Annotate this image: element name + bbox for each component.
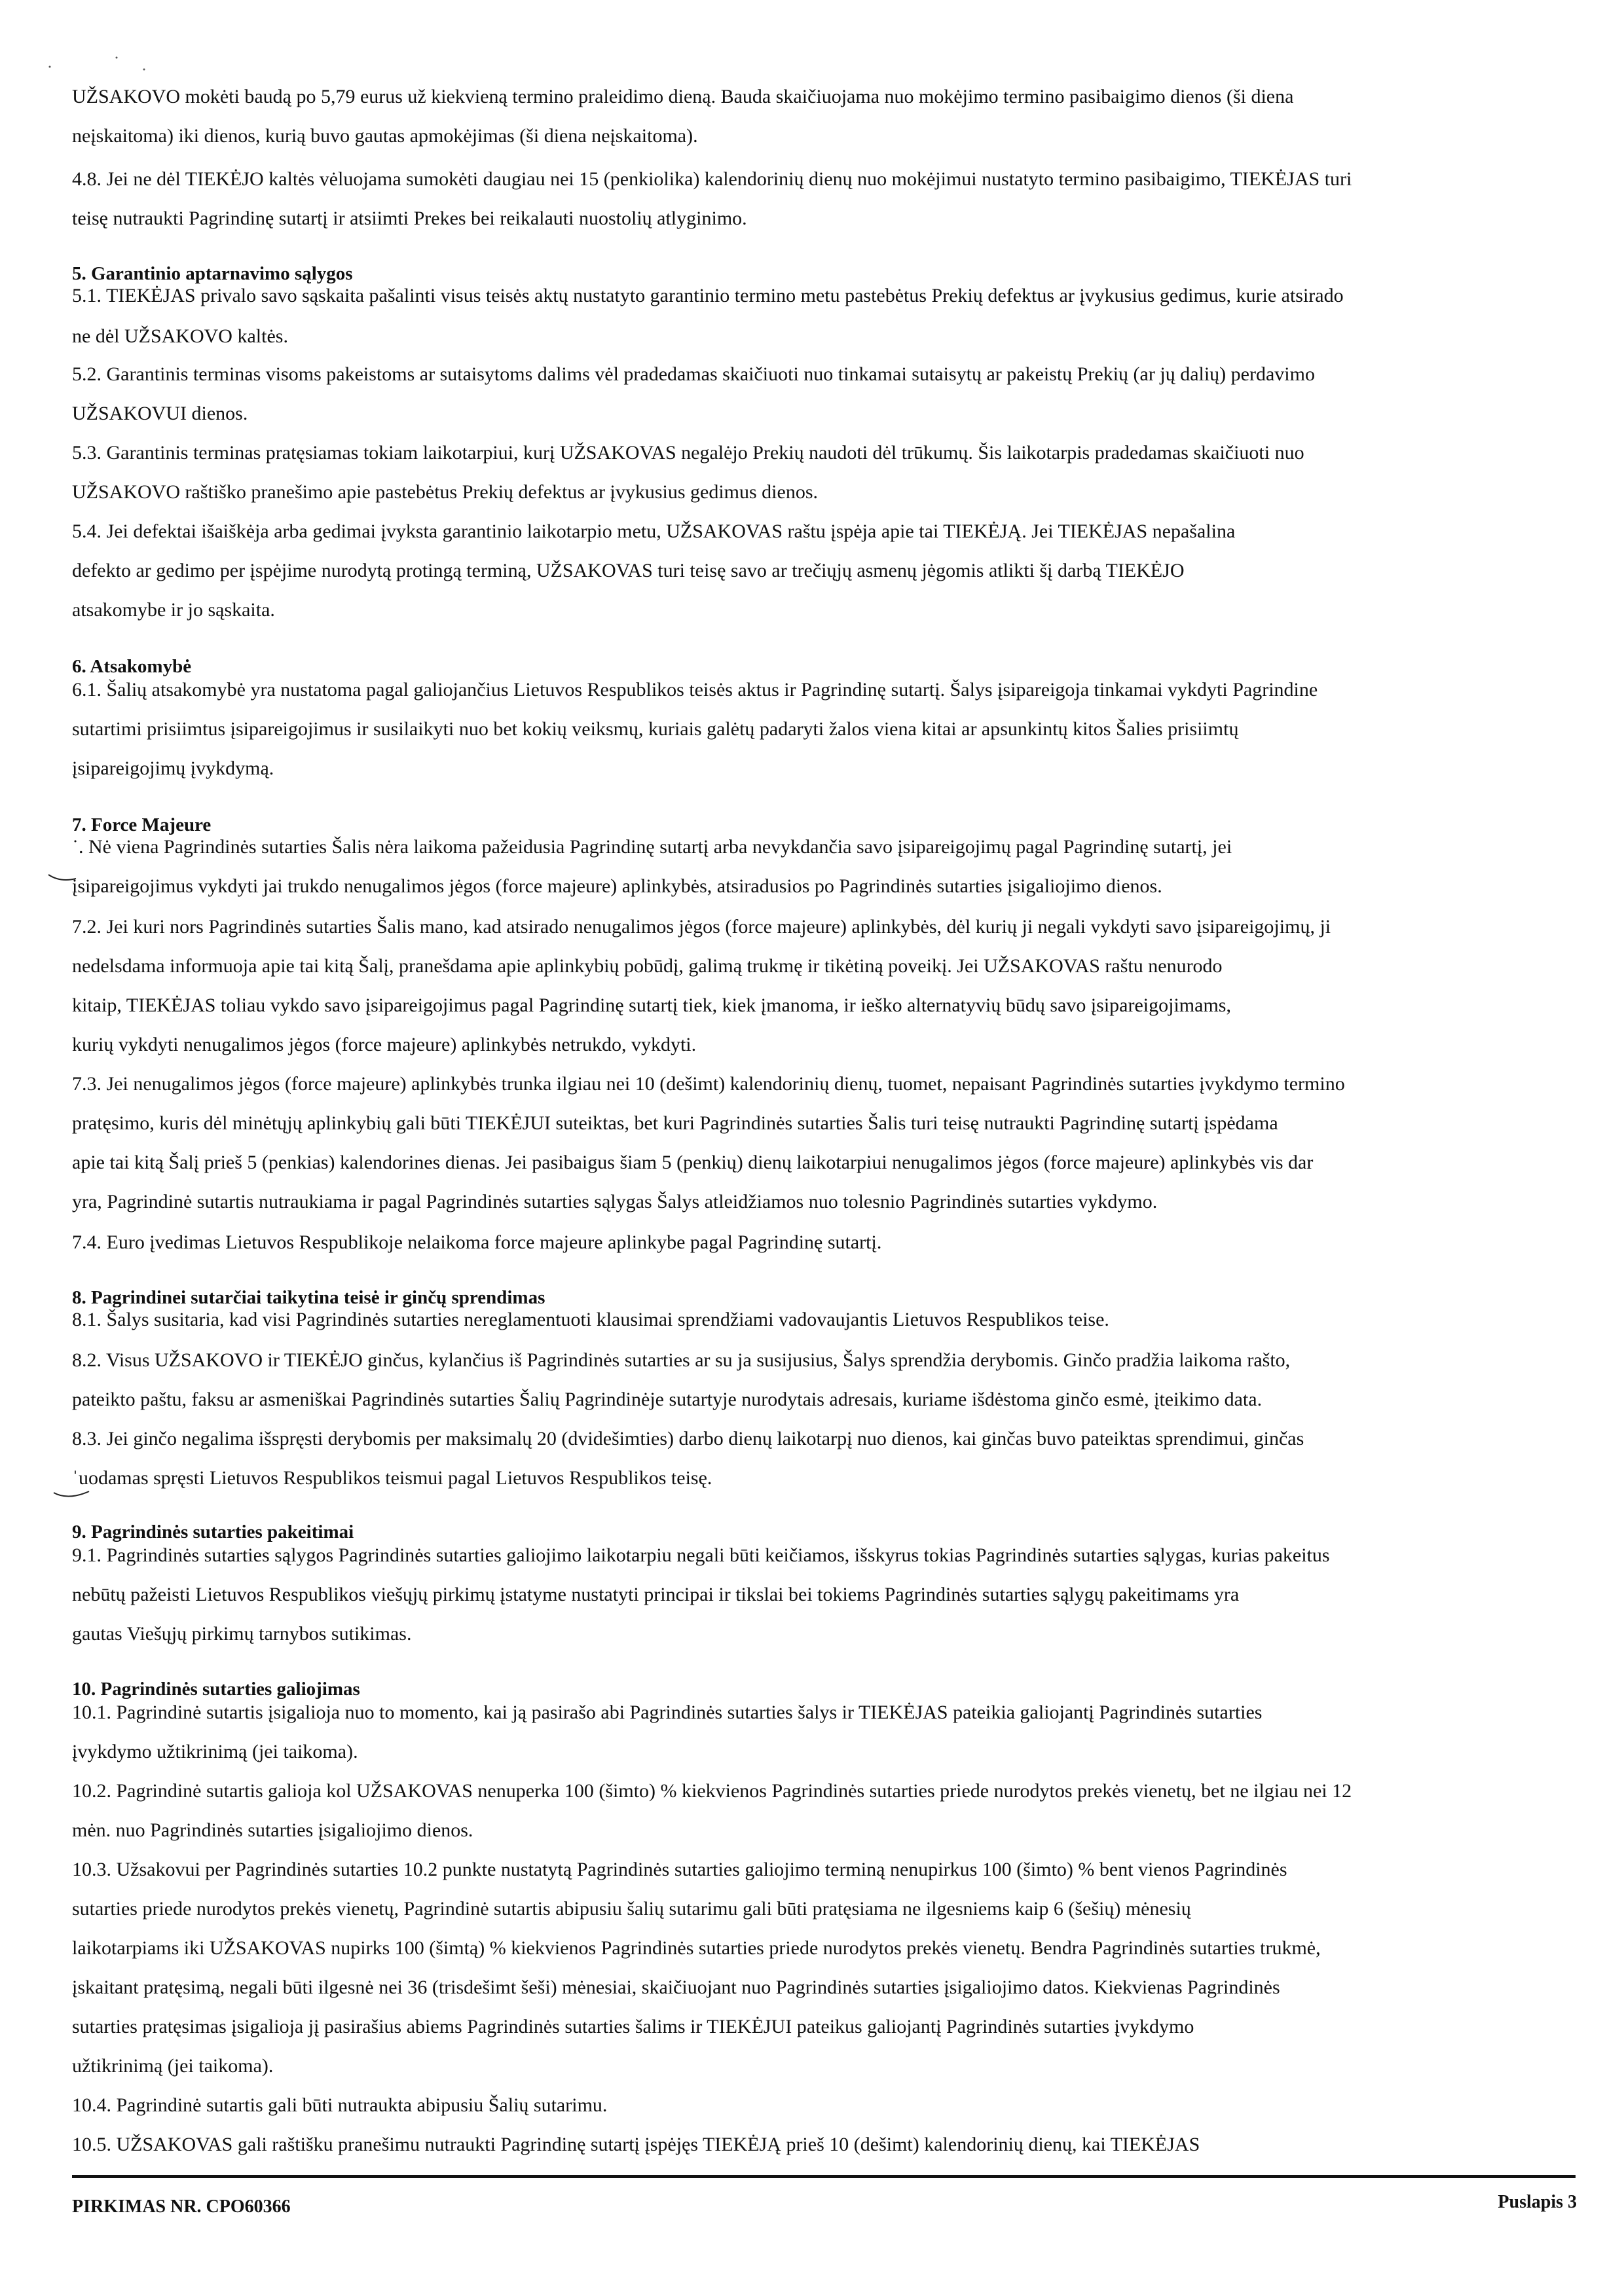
text-line: įsipareigojimų įvykdymą. [72,757,274,779]
section-heading: 5. Garantinio aptarnavimo sąlygos [72,263,353,284]
footer-page-number: Puslapis 3 [1498,2192,1577,2212]
text-line: nebūtų pažeisti Lietuvos Respublikos viešųjų pirkimų įstatyme nustatyti principai ir tikslai bei tokiems Pagrindinės sutarties sąlygų pakeitimams yra [72,1584,1240,1605]
text-line: užtikrinimą (jei taikoma). [72,2055,274,2077]
text-line: 7.3. Jei nenugalimos jėgos (force majeure) aplinkybės trunka ilgiau nei 10 (dešimt) kalendorinių dienų, tuomet, nepaisant Pagrindinės sutarties įvykdymo termino [72,1073,1345,1095]
text-line: teisę nutraukti Pagrindinę sutartį ir atsiimti Prekes bei reikalauti nuostolių atlyginimo. [72,208,747,229]
text-line: yra, Pagrindinė sutartis nutraukiama ir pagal Pagrindinės sutarties sąlygas Šalys atleidžiamos nuo tolesnio Pagrindinės sutarties vykdymo. [72,1191,1158,1212]
section-heading: 9. Pagrindinės sutarties pakeitimai [72,1522,354,1542]
text-line: 5.4. Jei defektai išaiškėja arba gedimai įvyksta garantinio laikotarpio metu, UŽSAKOVAS raštu įspėja apie tai TIEKĖJĄ. Jei TIEKĖJAS nepašalina [72,520,1236,542]
text-line: sutartimi prisiimtus įsipareigojimus ir susilaikyti nuo bet kokių veiksmų, kuriais galėtų padaryti žalos viena kitai ar apsunkintų kitos Šalies prisiimtų [72,718,1239,740]
text-line: ˈuodamas spręsti Lietuvos Respublikos teismui pagal Lietuvos Respublikos teisę. [72,1467,712,1489]
text-line: pateikto paštu, faksu ar asmeniškai Pagrindinės sutarties Šalių Pagrindinėje sutartyje nurodytais adresais, kuriame išdėstoma ginčo esmė, įteikimo data. [72,1389,1263,1410]
text-line: 7.4. Euro įvedimas Lietuvos Respublikoje nelaikoma force majeure aplinkybe pagal Pagrindinę sutartį. [72,1231,882,1253]
text-line: laikotarpiams iki UŽSAKOVAS nupirks 100 (šimtą) % kiekvienos Pagrindinės sutarties priede nurodytos prekės vienetų. Bendra Pagrindinės sutarties trukmė, [72,1937,1321,1959]
text-line: 6.1. Šalių atsakomybė yra nustatoma pagal galiojančius Lietuvos Respublikos teisės aktus ir Pagrindinę sutartį. Šalys įsipareigoja tinkamai vykdyti Pagrindine [72,679,1318,701]
text-line: UŽSAKOVO raštiško pranešimo apie pastebėtus Prekių defektus ar įvykusius gedimus dienos. [72,481,818,503]
text-line: defekto ar gedimo per įspėjime nurodytą protingą terminą, UŽSAKOVAS turi teisę savo ar trečiųjų asmenų jėgomis atlikti šį darbą TIEKĖJO [72,560,1185,581]
text-line: 10.4. Pagrindinė sutartis gali būti nutraukta abipusiu Šalių sutarimu. [72,2094,608,2116]
section-heading: 10. Pagrindinės sutarties galiojimas [72,1679,360,1700]
text-line: 5.3. Garantinis terminas pratęsiamas tokiam laikotarpiui, kurį UŽSAKOVAS negalėjo Prekių naudoti dėl trūkumų. Šis laikotarpis pradedamas skaičiuoti nuo [72,442,1304,464]
text-line: nedelsdama informuoja apie tai kitą Šalį, pranešdama apie aplinkybių pobūdį, galimą trukmę ir tikėtiną poveikį. Jei UŽSAKOVAS raštu nenurodo [72,955,1223,977]
text-line: 10.3. Užsakovui per Pagrindinės sutarties 10.2 punkte nustatytą Pagrindinės sutarties galiojimo terminą nenupirkus 100 (šimto) % bent vienos Pagrindinės [72,1859,1287,1880]
text-line: 9.1. Pagrindinės sutarties sąlygos Pagrindinės sutarties galiojimo laikotarpiu negali būti keičiamos, išskyrus tokias Pagrindinės sutarties sąlygas, kurias pakeitus [72,1544,1330,1566]
margin-pen-mark [46,871,85,890]
text-line: neįskaitoma) iki dienos, kurią buvo gautas apmokėjimas (ši diena neįskaitoma). [72,125,698,147]
text-line: 8.1. Šalys susitaria, kad visi Pagrindinės sutarties nereglamentuoti klausimai sprendžiami vadovaujantis Lietuvos Respublikos teise. [72,1309,1109,1330]
text-line: ne dėl UŽSAKOVO kaltės. [72,325,288,347]
text-line: 10.2. Pagrindinė sutartis galioja kol UŽSAKOVAS nenuperka 100 (šimto) % kiekvienos Pagrindinės sutarties priede nurodytos prekės vienetų, bet ne ilgiau nei 12 [72,1780,1352,1802]
text-line: gautas Viešųjų pirkimų tarnybos sutikimas. [72,1623,412,1645]
margin-pen-mark [51,1486,97,1506]
text-line: 5.2. Garantinis terminas visoms pakeistoms ar sutaisytoms dalims vėl pradedamas skaičiuoti nuo tinkamai sutaisytų ar pakeistų Prekių (ar jų dalių) perdavimo [72,363,1315,385]
text-line: sutarties priede nurodytos prekės vienetų, Pagrindinė sutartis abipusiu šalių sutarimu gali būti pratęsiama ne ilgesniems kaip 6 (šešių) mėnesių [72,1898,1191,1920]
text-line: 4.8. Jei ne dėl TIEKĖJO kaltės vėluojama sumokėti daugiau nei 15 (penkiolika) kalendorinių dienų nuo mokėjimui nustatyto termino pasibaigimo, TIEKĖJAS turi [72,168,1352,190]
text-line: 8.2. Visus UŽSAKOVO ir TIEKĖJO ginčus, kylančius iš Pagrindinės sutarties ar su ja susijusius, Šalys sprendžia derybomis. Ginčo pradžia laikoma rašto, [72,1349,1291,1371]
section-heading: 7. Force Majeure [72,814,212,835]
text-line: apie tai kitą Šalį prieš 5 (penkias) kalendorines dienas. Jei pasibaigus šiam 5 (penkių) dienų laikotarpiui nenugalimos jėgos (force majeure) aplinkybės vis dar [72,1152,1314,1173]
text-line: kurių vykdyti nenugalimos jėgos (force majeure) aplinkybės netrukdo, vykdyti. [72,1034,697,1055]
text-line: 7.2. Jei kuri nors Pagrindinės sutarties Šalis mano, kad atsirado nenugalimos jėgos (force majeure) aplinkybės, dėl kurių ji negali vykdyti savo įsipareigojimų, ji [72,916,1331,938]
text-line: įvykdymo užtikrinimą (jei taikoma). [72,1741,358,1762]
text-line: įsipareigojimus vykdyti jai trukdo nenugalimos jėgos (force majeure) aplinkybės, atsiradusios po Pagrindinės sutarties įsigaliojimo dienos. [72,875,1162,897]
text-line: 10.5. UŽSAKOVAS gali raštišku pranešimu nutraukti Pagrindinę sutartį įspėjęs TIEKĖJĄ prieš 10 (dešimt) kalendorinių dienų, kai TIEKĖJAS [72,2134,1200,2155]
scan-speck-marks [46,52,177,79]
text-line: UŽSAKOVUI dienos. [72,403,248,424]
footer-procurement-number: PIRKIMAS NR. CPO60366 [72,2196,291,2217]
text-line: mėn. nuo Pagrindinės sutarties įsigaliojimo dienos. [72,1819,473,1841]
text-line: atsakomybe ir jo sąskaita. [72,599,275,621]
text-line: kitaip, TIEKĖJAS toliau vykdo savo įsipareigojimus pagal Pagrindinę sutartį tiek, kiek įmanoma, ir ieško alternatyvių būdų savo įsipareigojimams, [72,994,1231,1016]
text-line: UŽSAKOVO mokėti baudą po 5,79 eurus už kiekvieną termino praleidimo dieną. Bauda skaičiuojama nuo mokėjimo termino pasibaigimo dienos (ši diena [72,86,1294,107]
section-heading: 6. Atsakomybė [72,656,192,677]
text-line: 5.1. TIEKĖJAS privalo savo sąskaita pašalinti visus teisės aktų nustatyto garantinio termino metu pastebėtus Prekių defektus ar įvykusius gedimus, kurie atsirado [72,285,1344,306]
text-line: 10.1. Pagrindinė sutartis įsigalioja nuo to momento, kai ją pasirašo abi Pagrindinės sutarties šalys ir TIEKĖJAS pateikia galiojantį Pagrindinės sutarties [72,1702,1263,1723]
section-heading: 8. Pagrindinei sutarčiai taikytina teisė ir ginčų sprendimas [72,1287,545,1308]
text-line: 8.3. Jei ginčo negalima išspręsti derybomis per maksimalų 20 (dvidešimties) darbo dienų laikotarpį nuo dienos, kai ginčas buvo pateiktas sprendimui, ginčas [72,1428,1304,1449]
footer-rule [72,2175,1576,2178]
text-line: pratęsimo, kuris dėl minėtųjų aplinkybių gali būti TIEKĖJUI suteiktas, bet kuri Pagrindinės sutarties Šalis turi teisę nutraukti Pagrindinę sutartį įspėdama [72,1112,1278,1134]
text-line: sutarties pratęsimas įsigalioja jį pasirašius abiems Pagrindinės sutarties šalims ir TIEKĖJUI pateikus galiojantį Pagrindinės sutarties įvykdymo [72,2016,1194,2037]
text-line: ˙. Nė viena Pagrindinės sutarties Šalis nėra laikoma pažeidusia Pagrindinę sutartį arba nevykdančia savo įsipareigojimų pagal Pagrindinę sutartį, jei [72,836,1232,858]
text-line: įskaitant pratęsimą, negali būti ilgesnė nei 36 (trisdešimt šeši) mėnesiai, skaičiuojant nuo Pagrindinės sutarties įsigaliojimo datos. Kiekvienas Pagrindinės [72,1977,1280,1998]
